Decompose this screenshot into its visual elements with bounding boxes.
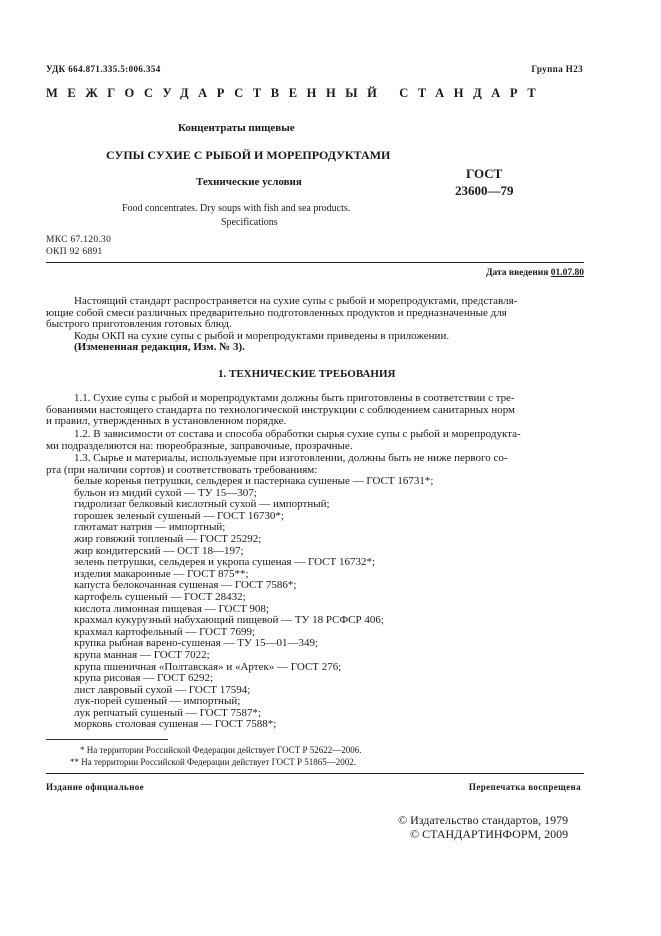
list-item: изделия макаронные — ГОСТ 875**; xyxy=(74,567,249,580)
intro-date xyxy=(486,268,584,278)
footnote-separator xyxy=(46,739,168,740)
list-item: зелень петрушки, сельдерея и укропа сушеная — ГОСТ 16732*; xyxy=(74,556,376,569)
udk-code: УДК 664.871.335.5:006.354 xyxy=(46,64,161,74)
header-divider xyxy=(46,262,584,263)
footnote-1: * На территории Российской Федерации действует ГОСТ Р 52622—2006. xyxy=(80,745,362,755)
intro-date-value: 01.07.80 xyxy=(550,268,584,278)
okp-code: ОКП 92 6891 xyxy=(46,247,103,257)
materials-list xyxy=(74,476,433,731)
list-item: картофель сушеный — ГОСТ 28432; xyxy=(74,590,246,603)
standard-banner: МЕЖГОСУДАРСТВЕННЫЙ СТАНДАРТ xyxy=(46,86,546,100)
list-item: лук репчатый сушеный — ГОСТ 7587*; xyxy=(74,706,262,719)
clause-1-2: 1.2. В зависимости от состава и способа обработки сырья сухие супы с рыбой и морепродукта- ми подразделяются на: пюреобразные, заправочные, прозрачные. xyxy=(46,428,521,452)
english-subtitle: Specifications xyxy=(221,217,278,228)
list-item: капуста белокочанная сушеная — ГОСТ 7586*; xyxy=(74,579,297,592)
doc-subtitle: Технические условия xyxy=(196,176,302,188)
gost-number: 23600—79 xyxy=(455,183,514,198)
section-heading: 1. ТЕХНИЧЕСКИЕ ТРЕБОВАНИЯ xyxy=(218,368,396,380)
list-item: белые коренья петрушки, сельдерея и пастернака сушеные — ГОСТ 16731*; xyxy=(74,475,434,487)
list-item: горошек зеленый сушеный — ГОСТ 16730*; xyxy=(74,509,284,522)
list-item: лук-порей сушеный — импортный; xyxy=(74,695,241,708)
intro-paragraph: Настоящий стандарт распространяется на сухие супы с рыбой и морепродуктами, представля- ющие собой смеси различных предварительно подготовленных продуктов и предназначенные для быстрого приготовления готовых блюд. Коды ОКП на сухие супы с рыбой и морепродуктами приведены в приложении. (Измененная редакция, Изм. № 3). xyxy=(46,296,584,354)
clause-1-3: 1.3. Сырье и материалы, используемые при изготовлении, должны быть не ниже первого со- рта (при наличии сортов) и соответствовать требованиям: xyxy=(46,452,508,476)
mks-code: МКС 67.120.30 xyxy=(46,235,112,245)
list-item: крахмал картофельный — ГОСТ 7699; xyxy=(74,625,256,638)
list-item: крупа манная — ГОСТ 7022; xyxy=(74,648,210,661)
list-item: кислота лимонная пищевая — ГОСТ 908; xyxy=(74,602,269,615)
copyright-publisher: © Издательство стандартов, 1979 xyxy=(398,813,569,827)
doc-category: Концентраты пищевые xyxy=(178,122,295,134)
list-item: морковь столовая сушеная — ГОСТ 7588*; xyxy=(74,718,277,731)
official-edition: Издание официальное xyxy=(46,782,145,792)
okp-note: Коды ОКП на сухие супы с рыбой и морепродуктами приведены в приложении. xyxy=(74,329,450,342)
list-item: жир говяжий топленый — ГОСТ 25292; xyxy=(74,532,262,545)
footer-divider xyxy=(46,773,584,774)
copyright-standartinform: © СТАНДАРТИНФОРМ, 2009 xyxy=(410,827,569,841)
list-item: крупа пшеничная «Полтавская» и «Артек» — ГОСТ 276; xyxy=(74,660,342,673)
reprint-notice: Перепечатка воспрещена xyxy=(468,782,581,792)
amendment-note: (Измененная редакция, Изм. № 3). xyxy=(74,341,245,354)
clause-1-1: 1.1. Сухие супы с рыбой и морепродуктами должны быть приготовлены в соответствии с тре- бованиями настоящего стандарта по технологической инструкции с соблюдением санитарных норм и правил, утвержденных в установленном порядке. xyxy=(46,392,516,428)
doc-title: СУПЫ СУХИЕ С РЫБОЙ И МОРЕПРОДУКТАМИ xyxy=(106,148,391,162)
group-code: Группа Н23 xyxy=(531,64,583,74)
gost-label: ГОСТ xyxy=(466,166,503,181)
list-item: глютамат натрия — импортный; xyxy=(74,521,226,534)
list-item: гидролизат белковый кислотный сухой — импортный; xyxy=(74,498,330,511)
list-item: крупа рисовая — ГОСТ 6292; xyxy=(74,672,214,685)
intro-date-label: Дата введения xyxy=(485,268,549,278)
list-item: бульон из мидий сухой — ТУ 15—307; xyxy=(74,486,257,499)
list-item: жир кондитерский — ОСТ 18—197; xyxy=(74,544,244,557)
list-item: крахмал кукурузный набухающий пищевой — ТУ 18 РСФСР 406; xyxy=(74,614,384,627)
list-item: лист лавровый сухой — ГОСТ 17594; xyxy=(74,683,251,696)
list-item: крупка рыбная варено-сушеная — ТУ 15—01—349; xyxy=(74,637,319,650)
english-title: Food concentrates. Dry soups with fish and sea products. xyxy=(122,203,351,214)
footnote-2: ** На территории Российской Федерации действует ГОСТ Р 51865—2002. xyxy=(70,757,356,767)
